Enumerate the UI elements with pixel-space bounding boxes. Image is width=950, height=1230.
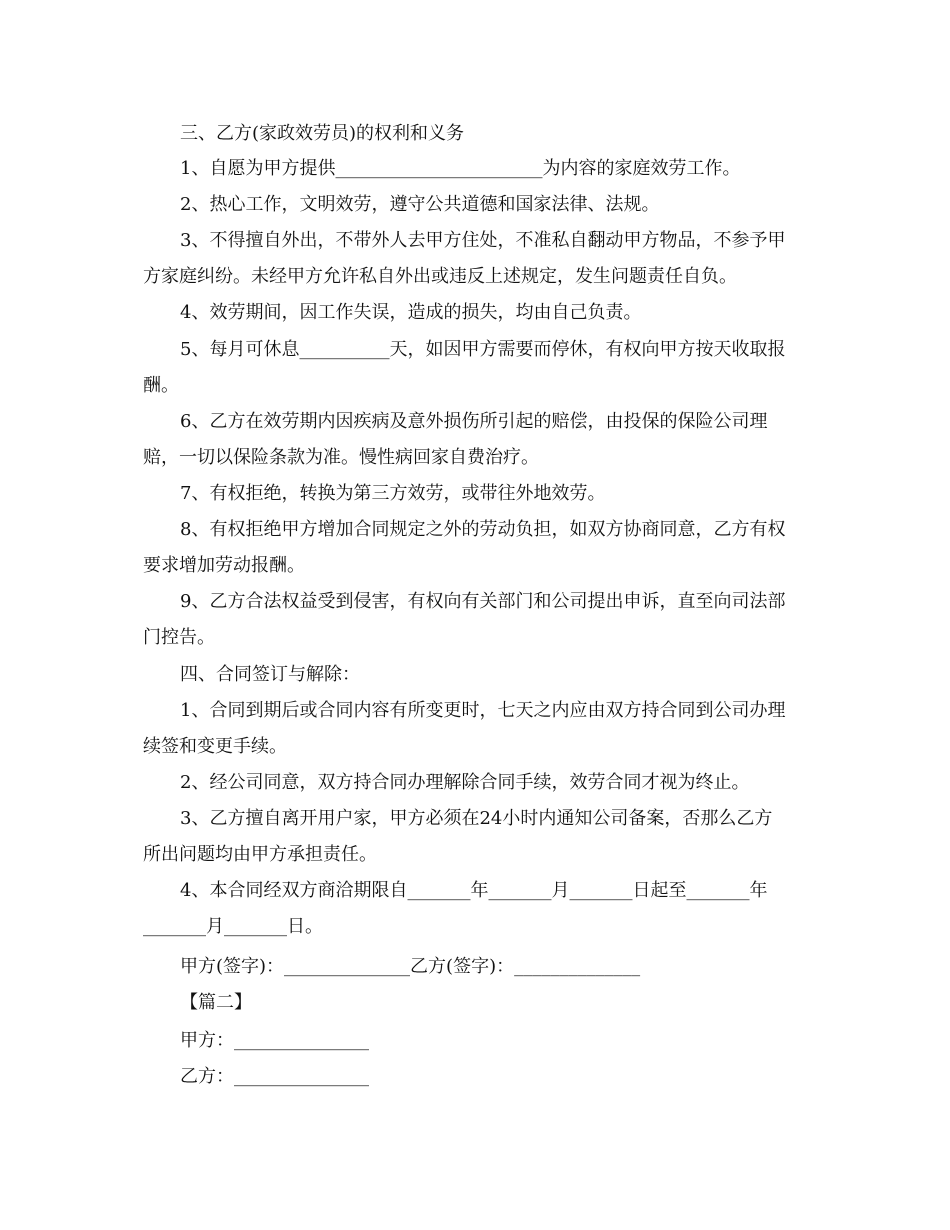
clause-b-2: 2、热心工作，文明效劳，遵守公共道德和国家法律、法规。 [180, 194, 660, 215]
party-a-field: 甲方：_______________ [180, 1030, 369, 1051]
clause-c-2: 2、经公司同意，双方持合同办理解除合同手续，效劳合同才视为终止。 [180, 772, 750, 793]
section-heading-party-b-rights: 三、乙方(家政效劳员)的权利和义务 [180, 123, 465, 144]
party-b-field: 乙方：_______________ [180, 1066, 369, 1087]
clause-b-9-line-1: 9、乙方合法权益受到侵害，有权向有关部门和公司提出申诉，直至向司法部 [180, 591, 786, 612]
clause-b-7: 7、有权拒绝，转换为第三方效劳，或带往外地效劳。 [180, 483, 606, 504]
section-heading-contract-signing: 四、合同签订与解除： [180, 664, 360, 685]
clause-b-8-line-2: 要求增加劳动报酬。 [143, 555, 305, 576]
clause-b-6-line-1: 6、乙方在效劳期内因疾病及意外损伤所引起的赔偿，由投保的保险公司理 [180, 411, 768, 432]
clause-b-4: 4、效劳期间，因工作失误，造成的损失，均由自己负责。 [180, 302, 642, 323]
clause-b-5-line-1: 5、每月可休息__________天，如因甲方需要而停休，有权向甲方按天收取报 [180, 339, 786, 360]
clause-c-4-line-1: 4、本合同经双方商洽期限自_______年_______月_______日起至_______年 [180, 880, 768, 901]
clause-c-4-line-2: _______月_______日。 [143, 916, 323, 937]
clause-b-9-line-2: 门控告。 [143, 627, 215, 648]
clause-b-5-line-2: 酬。 [143, 375, 179, 396]
clause-c-1-line-1: 1、合同到期后或合同内容有所变更时，七天之内应由双方持合同到公司办理 [180, 700, 786, 721]
clause-b-3-line-2: 方家庭纠纷。未经甲方允许私自外出或违反上述规定，发生问题责任自负。 [143, 266, 737, 287]
signature-line: 甲方(签字)：______________乙方(签字)：______________ [180, 956, 641, 977]
clause-c-1-line-2: 续签和变更手续。 [143, 736, 287, 757]
clause-c-3-line-2: 所出问题均由甲方承担责任。 [143, 844, 377, 865]
clause-b-8-line-1: 8、有权拒绝甲方增加合同规定之外的劳动负担，如双方协商同意，乙方有权 [180, 519, 786, 540]
clause-c-3-line-1: 3、乙方擅自离开用户家，甲方必须在24小时内通知公司备案，否那么乙方 [180, 808, 773, 829]
clause-b-6-line-2: 赔，一切以保险条款为准。慢性病回家自费治疗。 [143, 447, 539, 468]
clause-b-1: 1、自愿为甲方提供_______________________为内容的家庭效劳工作。 [180, 158, 741, 179]
article-two-heading: 【篇二】 [180, 992, 252, 1013]
clause-b-3-line-1: 3、不得擅自外出，不带外人去甲方住处，不准私自翻动甲方物品，不参予甲 [180, 230, 786, 251]
